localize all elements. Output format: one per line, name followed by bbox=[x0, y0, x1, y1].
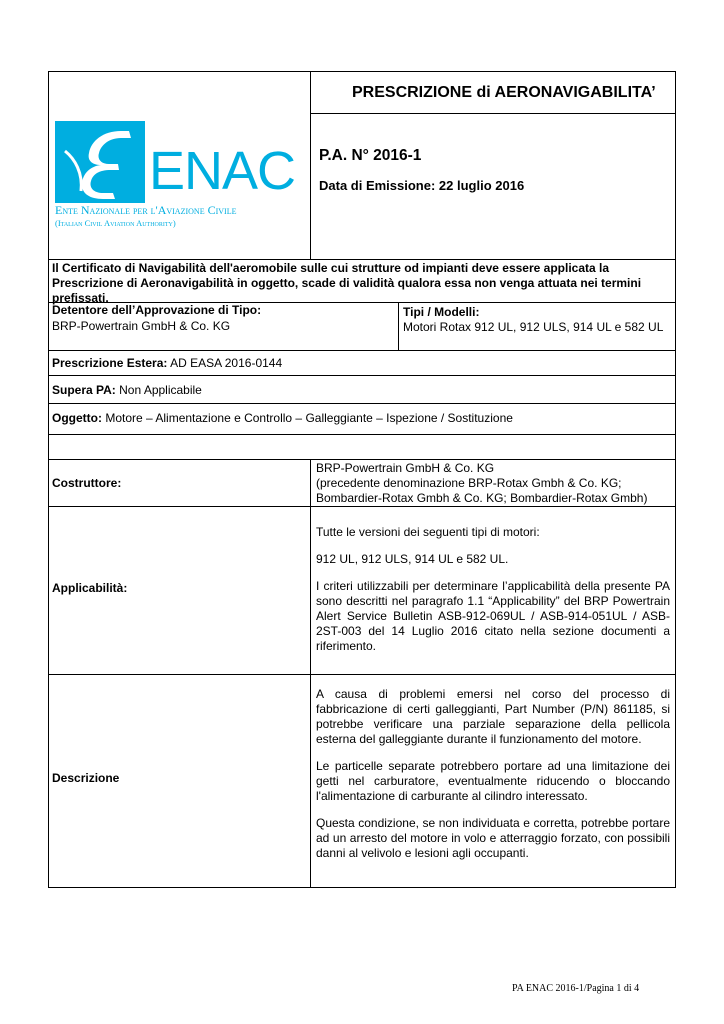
certificate-note: Il Certificato di Navigabilità dell'aeromobile sulle cui strutture od impianti deve essere applicata la Prescrizione di Aeronavigabilità in oggetto, scade di validità qualora essa non venga attuata nei termini prefissati. bbox=[52, 261, 642, 305]
subject-row bbox=[52, 411, 513, 426]
title-separator bbox=[310, 113, 676, 114]
table-border-bottom bbox=[48, 887, 676, 888]
manufacturer-line: BRP-Powertrain GmbH & Co. KG bbox=[316, 461, 495, 475]
table-border-top bbox=[48, 71, 676, 72]
table-border-right bbox=[675, 71, 676, 888]
type-holder-value: BRP-Powertrain GmbH & Co. KG bbox=[52, 319, 231, 333]
foreign-directive-label: Prescrizione Estera: bbox=[52, 356, 168, 370]
header-divider bbox=[310, 71, 311, 259]
page-footer: PA ENAC 2016-1/Pagina 1 di 4 bbox=[512, 983, 640, 994]
issue-date: Data di Emissione: 22 luglio 2016 bbox=[319, 178, 525, 193]
models-label: Tipi / Modelli: bbox=[403, 305, 480, 319]
row-line bbox=[48, 403, 676, 404]
description-label: Descrizione bbox=[52, 771, 120, 785]
applicability-paragraph: Tutte le versioni dei seguenti tipi di motori: bbox=[316, 525, 540, 539]
pa-number: P.A. N° 2016-1 bbox=[319, 147, 422, 164]
applicability-paragraph: 912 UL, 912 ULS, 914 UL e 582 UL. bbox=[316, 552, 509, 566]
table-border-left bbox=[48, 71, 49, 888]
description-paragraph: Le particelle separate potrebbero portare ad una limitazione dei getti nel carburatore, eventualmente riducendo o bloccando l'alimentazione di carburante al cilindro interessato. bbox=[316, 759, 670, 803]
page-title: PRESCRIZIONE di AERONAVIGABILITA’ bbox=[352, 84, 656, 101]
enac-org-name: Ente Nazionale per l'Aviazione Civile bbox=[55, 203, 237, 217]
applicability-text bbox=[316, 525, 670, 654]
models-value: Motori Rotax 912 UL, 912 ULS, 914 UL e 582 UL bbox=[403, 320, 664, 334]
manufacturer-line: (precedente denominazione BRP-Rotax Gmbh & Co. KG; bbox=[316, 476, 622, 490]
row-line bbox=[48, 350, 676, 351]
description-paragraph: Questa condizione, se non individuata e corretta, potrebbe portare ad un arresto del motore in volo e atterraggio forzato, con possibili danni al velivolo e lesioni agli occupanti. bbox=[316, 816, 670, 860]
manufacturer-value bbox=[316, 461, 647, 506]
applicability-paragraph: I criteri utilizzabili per determinare l’applicabilità della presente PA sono descritti nel paragrafo 1.1 “Applicability” del BRP Powertrain Alert Service Bulletin ASB-912-069UL / ASB-914-051UL / ASB-2ST-003 del 14 Luglio 2016 citato nella sezione documenti a riferimento. bbox=[316, 579, 670, 653]
description-text bbox=[316, 687, 670, 861]
foreign-directive-value: AD EASA 2016-0144 bbox=[167, 356, 283, 370]
manufacturer-label: Costruttore: bbox=[52, 476, 122, 490]
manufacturer-line: Bombardier-Rotax Gmbh & Co. KG; Bombardier-Rotax Gmbh) bbox=[316, 491, 648, 505]
supersedes-value: Non Applicabile bbox=[115, 383, 202, 397]
row-line bbox=[48, 375, 676, 376]
subject-label: Oggetto: bbox=[52, 411, 102, 425]
description-paragraph: A causa di problemi emersi nel corso del processo di fabbricazione di certi galleggianti, Part Number (P/N) 861185, si potrebbe verificare una parziale separazione della pellicola esterna del galleggiante durante il funzionamento del motore. bbox=[316, 687, 670, 746]
supersedes-label: Supera PA: bbox=[52, 383, 116, 397]
row-line bbox=[48, 459, 676, 460]
type-holder-label: Detentore dell’Approvazione di Tipo: bbox=[52, 303, 262, 317]
foreign-directive-row bbox=[52, 356, 282, 371]
row-line bbox=[48, 674, 676, 675]
enac-wordmark: ENAC bbox=[149, 141, 296, 201]
row-line bbox=[48, 506, 676, 507]
subject-value: Motore – Alimentazione e Controllo – Galleggiante – Ispezione / Sostituzione bbox=[102, 411, 513, 425]
row-line bbox=[48, 434, 676, 435]
models-divider bbox=[398, 302, 399, 350]
supersedes-row bbox=[52, 383, 202, 398]
applicability-label: Applicabilità: bbox=[52, 581, 128, 595]
row-line bbox=[48, 259, 676, 260]
enac-logo bbox=[55, 121, 296, 231]
enac-org-sub: (Italian Civil Aviation Authority) bbox=[55, 218, 176, 228]
